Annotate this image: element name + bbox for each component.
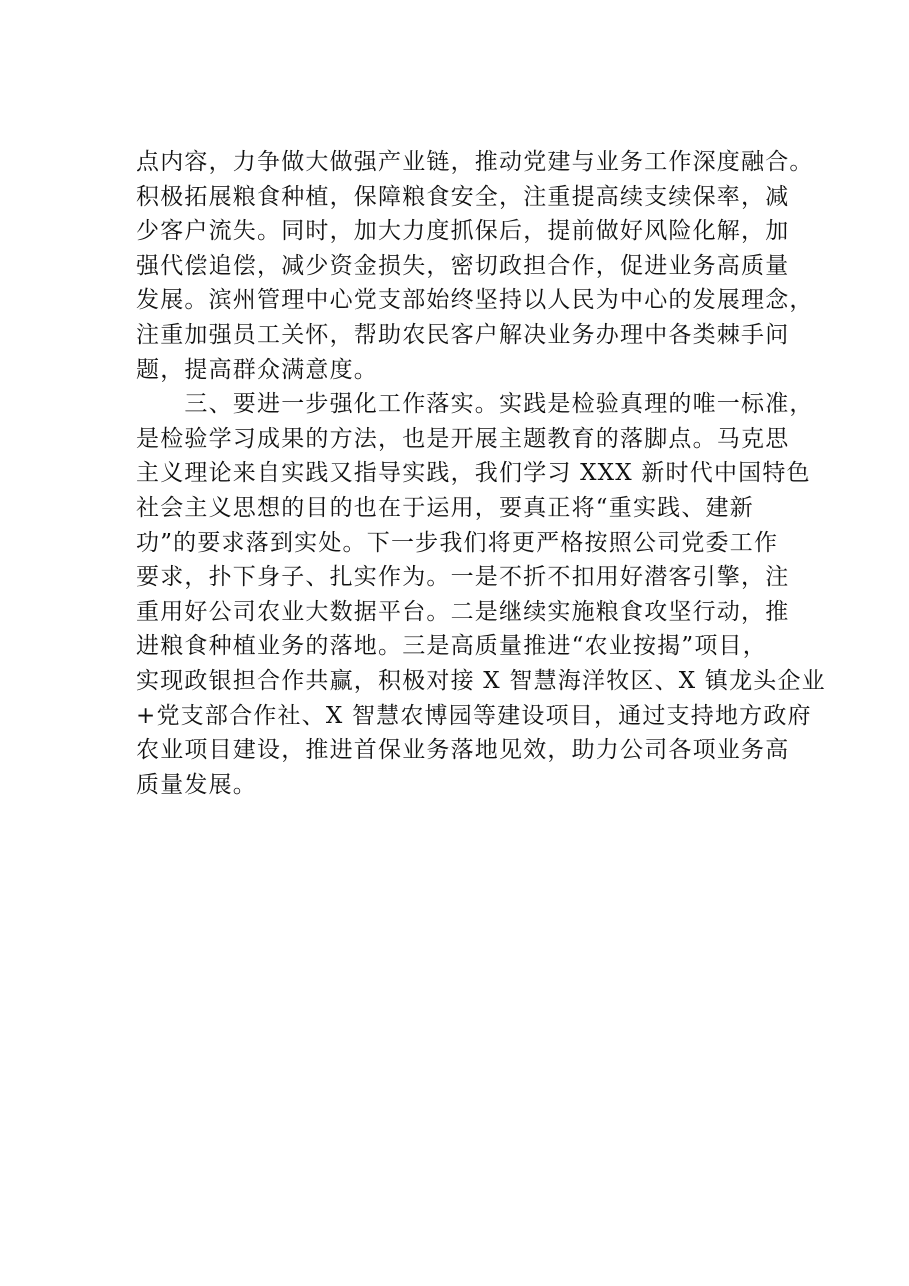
text-line: +党支部合作社、X 智慧农博园等建设项目，通过支持地方政府 bbox=[136, 702, 812, 729]
text-line: 主义理论来自实践又指导实践，我们学习 XXX 新时代中国特色 bbox=[136, 460, 811, 487]
text-line: 功”的要求落到实处。下一步我们将更严格按照公司党委工作 bbox=[136, 529, 779, 556]
text-line: 质量发展。 bbox=[136, 771, 257, 798]
text-line: 强代偿追偿，减少资金损失，密切政担合作，促进业务高质量 bbox=[136, 252, 790, 279]
document-body bbox=[136, 145, 826, 802]
text-line: 注重加强员工关怀，帮助农民客户解决业务办理中各类棘手问 bbox=[136, 321, 790, 348]
text-line: 点内容，力争做大做强产业链，推动党建与业务工作深度融合。 bbox=[136, 149, 814, 175]
text-line: 重用好公司农业大数据平台。二是继续实施粮食攻坚行动，推 bbox=[136, 598, 790, 625]
text-line: 积极拓展粮食种植，保障粮食安全，注重提高续支续保率，减 bbox=[136, 183, 790, 210]
text-line: 社会主义思想的目的也在于运用，要真正将“重实践、建新 bbox=[136, 494, 754, 521]
text-line: 进粮食种植业务的落地。三是高质量推进“农业按揭”项目， bbox=[136, 633, 767, 660]
text-line: 发展。滨州管理中心党支部始终坚持以人民为中心的发展理念， bbox=[136, 287, 814, 314]
text-line: 农业项目建设，推进首保业务落地见效，助力公司各项业务高 bbox=[136, 737, 790, 764]
text-line: 题，提高群众满意度。 bbox=[136, 356, 378, 383]
text-line: 三、要进一步强化工作落实。实践是检验真理的唯一标准， bbox=[136, 391, 814, 418]
text-line: 实现政银担合作共赢，积极对接 X 智慧海洋牧区、X 镇龙头企业 bbox=[136, 667, 826, 694]
text-line: 少客户流失。同时，加大力度抓保后，提前做好风险化解，加 bbox=[136, 218, 790, 245]
text-line: 是检验学习成果的方法，也是开展主题教育的落脚点。马克思 bbox=[136, 425, 790, 452]
text-line: 要求，扑下身子、扎实作为。一是不折不扣用好潜客引擎，注 bbox=[136, 564, 790, 591]
